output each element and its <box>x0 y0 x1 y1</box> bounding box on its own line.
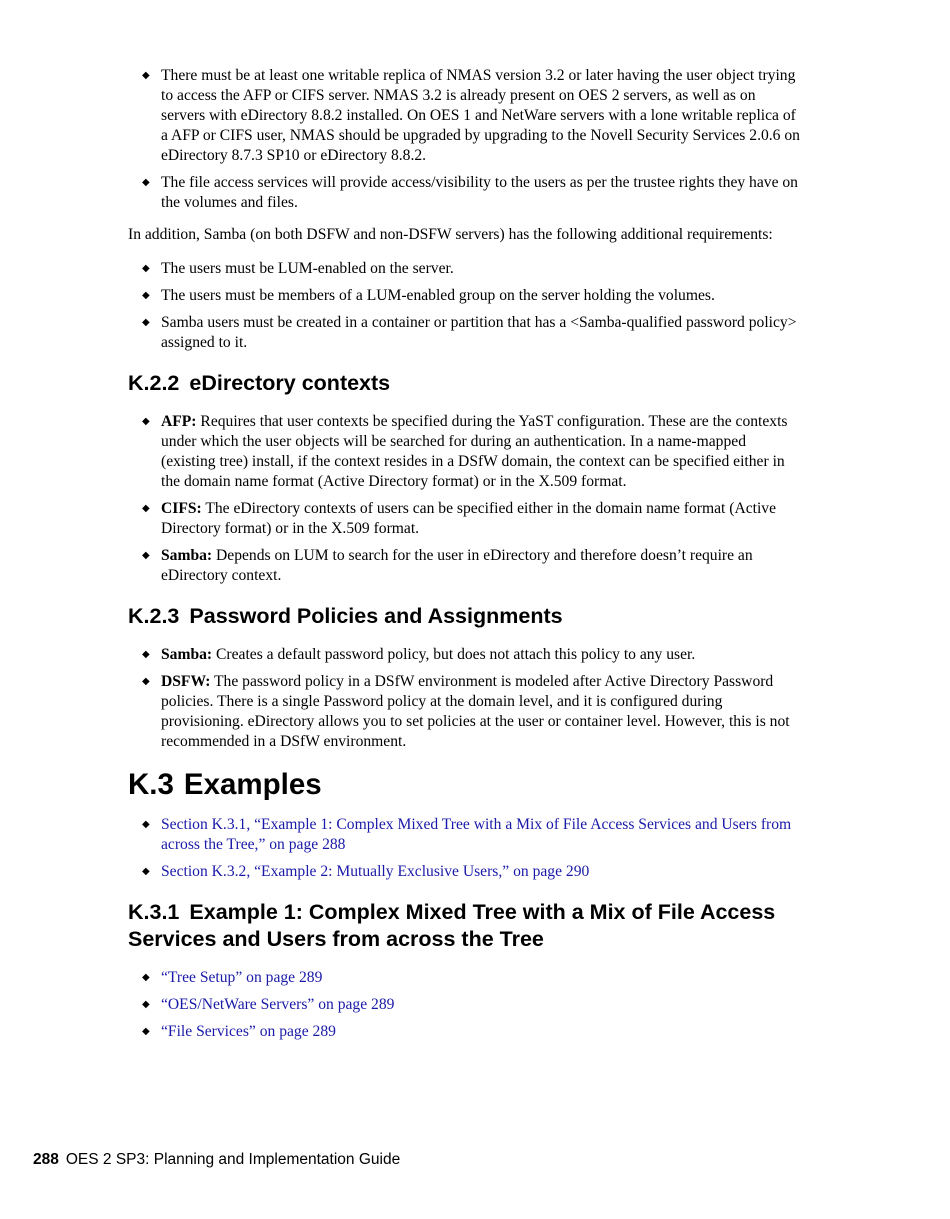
section-title: Password Policies and Assignments <box>189 604 563 628</box>
page-number: 288 <box>33 1151 59 1168</box>
link-example-1[interactable]: Section K.3.1, “Example 1: Complex Mixed Tree with a Mix of File Access Services and Users from across the Tree,” on page 288 <box>161 816 792 853</box>
section-title: Example 1: Complex Mixed Tree with a Mix of File Access Services and Users from across the Tree <box>128 900 776 951</box>
diamond-bullet-icon: ◆ <box>142 972 150 983</box>
list-item-term: CIFS: <box>161 500 202 517</box>
list-item <box>128 66 800 166</box>
list-item-term: DSFW: <box>161 673 211 690</box>
list-item-text: The eDirectory contexts of users can be specified either in the domain name format (Active Directory format) or in the X.509 format. <box>161 500 777 537</box>
list-item <box>128 412 800 492</box>
diamond-bullet-icon: ◆ <box>142 550 150 561</box>
section-number: K.3.1 <box>128 900 180 924</box>
list-item-text: The users must be members of a LUM-enabled group on the server holding the volumes. <box>161 287 715 304</box>
footer-title: OES 2 SP3: Planning and Implementation Guide <box>65 1151 401 1168</box>
requirements-list <box>128 66 800 213</box>
diamond-bullet-icon: ◆ <box>142 263 150 274</box>
diamond-bullet-icon: ◆ <box>142 290 150 301</box>
list-item <box>128 995 800 1015</box>
section-number: K.2.3 <box>128 604 180 628</box>
section-heading-k22 <box>128 370 800 397</box>
list-item <box>128 672 800 752</box>
list-item-term: AFP: <box>161 413 197 430</box>
diamond-bullet-icon: ◆ <box>142 503 150 514</box>
examples-links-list <box>128 815 800 882</box>
diamond-bullet-icon: ◆ <box>142 416 150 427</box>
list-item-text: The users must be LUM-enabled on the server. <box>161 260 454 277</box>
diamond-bullet-icon: ◆ <box>142 676 150 687</box>
list-item <box>128 259 800 279</box>
list-item-text: Samba users must be created in a container or partition that has a <Samba-qualified password policy> assigned to it. <box>161 314 797 351</box>
link-tree-setup[interactable]: “Tree Setup” on page 289 <box>161 969 323 986</box>
section-number: K.3 <box>128 768 174 801</box>
list-item-text: There must be at least one writable replica of NMAS version 3.2 or later having the user object trying to access the AFP or CIFS server. NMAS 3.2 is already present on OES 2 servers, as well as on servers with eDirectory 8.8.2 installed. On OES 1 and NetWare servers with a lone writable replica of a AFP or CIFS user, NMAS should be upgraded by upgrading to the Novell Security Services 2.0.6 on eDirectory 8.7.3 SP10 or eDirectory 8.8.2. <box>161 67 800 164</box>
page-footer <box>33 1150 400 1170</box>
diamond-bullet-icon: ◆ <box>142 819 150 830</box>
section-heading-k31 <box>128 899 800 953</box>
list-item-text: The file access services will provide access/visibility to the users as per the trustee rights they have on the volumes and files. <box>161 174 798 211</box>
list-item <box>128 546 800 586</box>
page-content <box>128 66 800 1049</box>
list-item <box>128 499 800 539</box>
section-title: Examples <box>183 768 322 801</box>
list-item-text: Depends on LUM to search for the user in eDirectory and therefore doesn’t require an eDirectory context. <box>161 547 753 584</box>
diamond-bullet-icon: ◆ <box>142 1026 150 1037</box>
diamond-bullet-icon: ◆ <box>142 649 150 660</box>
diamond-bullet-icon: ◆ <box>142 866 150 877</box>
list-item-text: Creates a default password policy, but does not attach this policy to any user. <box>212 646 696 663</box>
list-item <box>128 968 800 988</box>
list-item-text: The password policy in a DSfW environment is modeled after Active Directory Password policies. There is a single Password policy at the domain level, and it is configured during provisioning. eDirectory allows you to set policies at the user or container level. However, this is not recommended in a DSfW environment. <box>161 673 790 750</box>
list-item <box>128 1022 800 1042</box>
section-heading-k3 <box>128 767 800 803</box>
list-item <box>128 286 800 306</box>
link-example-2[interactable]: Section K.3.2, “Example 2: Mutually Exclusive Users,” on page 290 <box>161 863 590 880</box>
example1-links-list <box>128 968 800 1042</box>
password-policies-list <box>128 645 800 752</box>
link-file-services[interactable]: “File Services” on page 289 <box>161 1023 336 1040</box>
list-item <box>128 173 800 213</box>
list-item <box>128 313 800 353</box>
list-item-text: Requires that user contexts be specified during the YaST configuration. These are the contexts under which the user objects will be searched for during an authentication. In a name-mapped (existing tree) install, if the context resides in a DSfW domain, the context can be specified either in the domain name format (Active Directory format) or in the X.509 format. <box>161 413 788 490</box>
samba-requirements-list <box>128 259 800 353</box>
diamond-bullet-icon: ◆ <box>142 317 150 328</box>
list-item <box>128 815 800 855</box>
diamond-bullet-icon: ◆ <box>142 177 150 188</box>
section-title: eDirectory contexts <box>189 371 391 395</box>
edirectory-contexts-list <box>128 412 800 586</box>
section-number: K.2.2 <box>128 371 180 395</box>
list-item-term: Samba: <box>161 646 213 663</box>
samba-intro-paragraph: In addition, Samba (on both DSFW and non-DSFW servers) has the following additional requirements: <box>128 226 773 243</box>
list-item <box>128 862 800 882</box>
section-heading-k23 <box>128 603 800 630</box>
list-item-term: Samba: <box>161 547 213 564</box>
link-oes-netware-servers[interactable]: “OES/NetWare Servers” on page 289 <box>161 996 395 1013</box>
list-item <box>128 645 800 665</box>
diamond-bullet-icon: ◆ <box>142 70 150 81</box>
diamond-bullet-icon: ◆ <box>142 999 150 1010</box>
